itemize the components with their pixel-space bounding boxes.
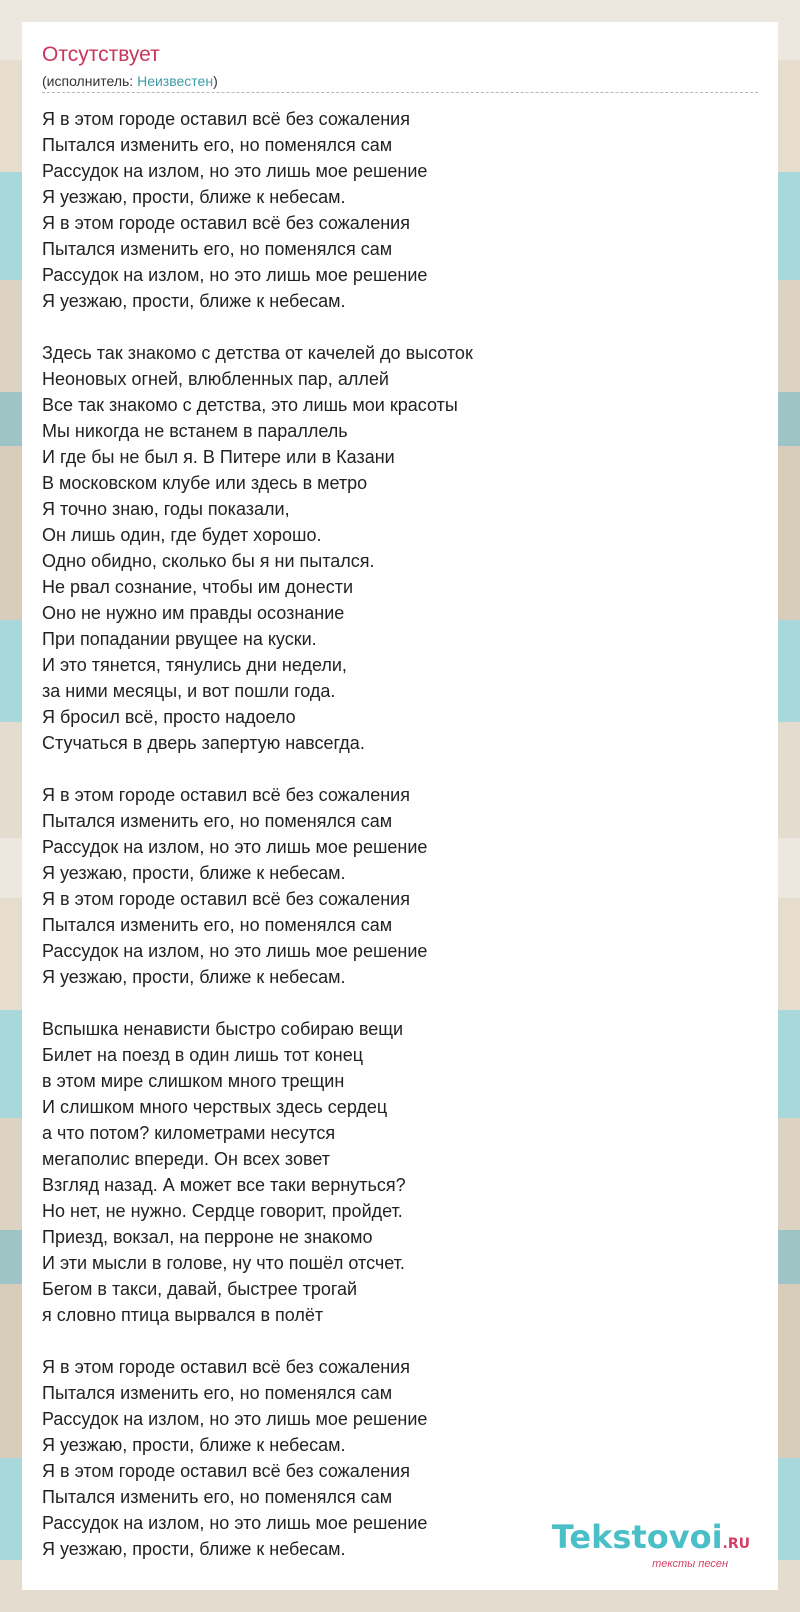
lyric-line: Неоновых огней, влюбленных пар, аллей <box>42 369 389 389</box>
lyric-line: Я уезжаю, прости, ближе к небесам. <box>42 187 346 207</box>
lyric-line: Рассудок на излом, но это лишь мое решение <box>42 161 428 181</box>
lyric-line: Пытался изменить его, но поменялся сам <box>42 239 393 259</box>
lyric-line: Рассудок на излом, но это лишь мое решение <box>42 1513 428 1533</box>
lyric-line: И где бы не был я. В Питере или в Казани <box>42 447 395 467</box>
lyric-line: И это тянется, тянулись дни недели, <box>42 655 347 675</box>
stanza-gap <box>42 990 742 1016</box>
lyric-line: Я уезжаю, прости, ближе к небесам. <box>42 291 346 311</box>
stanza-gap <box>42 756 742 782</box>
lyric-line: Я в этом городе оставил всё без сожаления <box>42 785 410 805</box>
lyric-line: Но нет, не нужно. Сердце говорит, пройдет. <box>42 1201 403 1221</box>
logo-brand-name: Tekstovoi <box>551 1518 723 1556</box>
lyric-line: Одно обидно, сколько бы я ни пытался. <box>42 551 375 571</box>
lyric-line: за ними месяцы, и вот пошли года. <box>42 681 336 701</box>
lyric-line: Пытался изменить его, но поменялся сам <box>42 1383 393 1403</box>
lyric-line: Все так знакомо с детства, это лишь мои красоты <box>42 395 458 415</box>
lyric-line: Я уезжаю, прости, ближе к небесам. <box>42 863 346 883</box>
lyric-line: И эти мысли в голове, ну что пошёл отсчет. <box>42 1253 405 1273</box>
lyric-line: а что потом? километрами несутся <box>42 1123 336 1143</box>
lyric-line: Я в этом городе оставил всё без сожаления <box>42 1357 410 1377</box>
lyric-line: Рассудок на излом, но это лишь мое решение <box>42 265 428 285</box>
lyric-line: Мы никогда не встанем в параллель <box>42 421 348 441</box>
lyric-line: Я уезжаю, прости, ближе к небесам. <box>42 1435 346 1455</box>
lyrics-card <box>22 22 778 1590</box>
lyric-line: Я уезжаю, прости, ближе к небесам. <box>42 1539 346 1559</box>
site-logo[interactable] <box>551 1518 750 1570</box>
artist-link[interactable]: Неизвестен <box>137 73 214 89</box>
lyric-line: Рассудок на излом, но это лишь мое решение <box>42 1409 428 1429</box>
lyric-line: мегаполис впереди. Он всех зовет <box>42 1149 330 1169</box>
lyric-line: Приезд, вокзал, на перроне не знакомо <box>42 1227 373 1247</box>
logo-tld: .RU <box>722 1536 750 1552</box>
lyric-line: Я в этом городе оставил всё без сожаления <box>42 1461 410 1481</box>
lyric-line: Я точно знаю, годы показали, <box>42 499 290 519</box>
performer-line <box>42 72 218 90</box>
performer-suffix: ) <box>213 73 218 89</box>
lyric-line: И слишком много черствых здесь сердец <box>42 1097 388 1117</box>
lyric-line: Не рвал сознание, чтобы им донести <box>42 577 353 597</box>
lyric-line: Билет на поезд в один лишь тот конец <box>42 1045 364 1065</box>
stanza-gap <box>42 1328 742 1354</box>
lyric-line: При попадании рвущее на куски. <box>42 629 317 649</box>
lyric-line: в этом мире слишком много трещин <box>42 1071 345 1091</box>
lyric-line: Рассудок на излом, но это лишь мое решение <box>42 941 428 961</box>
lyric-line: Я в этом городе оставил всё без сожаления <box>42 213 410 233</box>
title-divider <box>42 92 758 93</box>
lyric-line: Здесь так знакомо с детства от качелей до высоток <box>42 343 473 363</box>
lyric-line: Пытался изменить его, но поменялся сам <box>42 915 393 935</box>
lyric-line: Бегом в такси, давай, быстрее трогай <box>42 1279 358 1299</box>
lyric-line: Пытался изменить его, но поменялся сам <box>42 135 393 155</box>
lyric-line: Он лишь один, где будет хорошо. <box>42 525 322 545</box>
lyric-line: Пытался изменить его, но поменялся сам <box>42 1487 393 1507</box>
lyric-line: Рассудок на излом, но это лишь мое решение <box>42 837 428 857</box>
lyric-line: Стучаться в дверь запертую навсегда. <box>42 733 365 753</box>
lyric-line: Взгляд назад. А может все таки вернуться? <box>42 1175 406 1195</box>
lyric-line: В московском клубе или здесь в метро <box>42 473 368 493</box>
logo-brand <box>551 1518 750 1560</box>
lyric-line: Я в этом городе оставил всё без сожаления <box>42 889 410 909</box>
lyric-line: Я уезжаю, прости, ближе к небесам. <box>42 967 346 987</box>
performer-prefix: (исполнитель: <box>42 73 138 89</box>
stanza-gap <box>42 314 742 340</box>
song-title: Отсутствует <box>42 43 160 66</box>
lyric-line: Я в этом городе оставил всё без сожаления <box>42 109 410 129</box>
lyrics-text <box>42 106 742 1562</box>
logo-tagline: тексты песен <box>652 1558 728 1570</box>
lyric-line: Я бросил всё, просто надоело <box>42 707 296 727</box>
lyric-line: я словно птица вырвался в полёт <box>42 1305 324 1325</box>
lyric-line: Оно не нужно им правды осознание <box>42 603 345 623</box>
lyric-line: Пытался изменить его, но поменялся сам <box>42 811 393 831</box>
lyric-line: Вспышка ненависти быстро собираю вещи <box>42 1019 404 1039</box>
